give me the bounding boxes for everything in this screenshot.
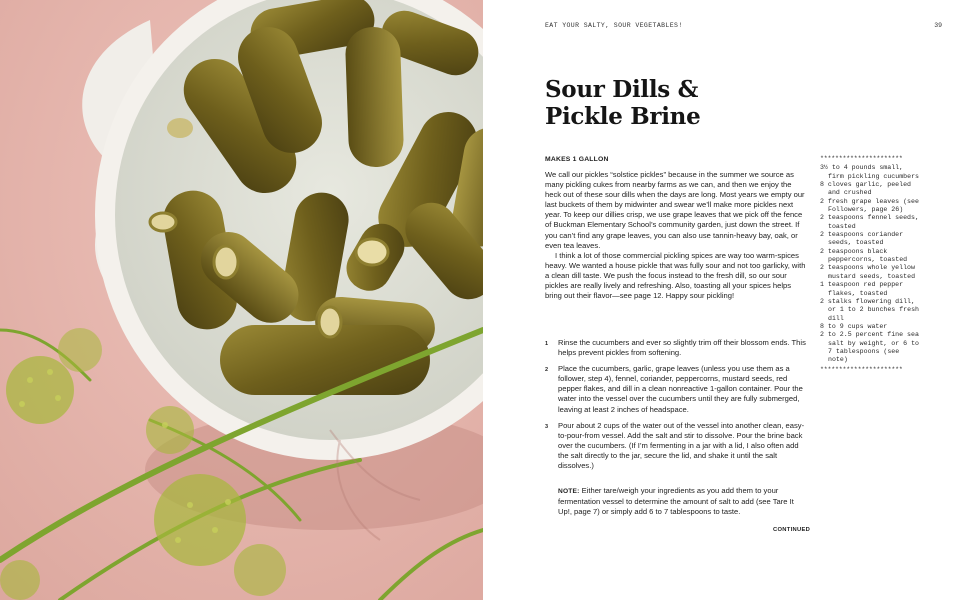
ingredients-bottom-rule: ********************** (820, 365, 903, 373)
ingredient-item: 2 to 2.5 percent fine sea salt by weight, or 6 to 7 tablespoons (see note) (820, 331, 920, 364)
note-label: NOTE: (558, 488, 580, 495)
ingredient-item: 2 teaspoons whole yellow mustard seeds, toasted (820, 264, 916, 280)
step-text: Place the cucumbers, garlic, grape leaves (unless you use them as a follower, step 4), fennel, coriander, peppercorns, mustard seeds, red pepper flakes, and dill in a clean nonreactive 1-gallon container. Pour the water into the vessel over the cucumbers until they are fully submerged, leaving at least 2 inches of headspace. (558, 364, 803, 414)
recipe-yield: MAKES 1 GALLON (545, 156, 609, 163)
title-line-1: Sour Dills & (545, 76, 699, 103)
continued-marker: CONTINUED (773, 527, 811, 533)
step-text: Pour about 2 cups of the water out of the vessel into another clean, easy-to-pour-from vessel. Add the salt and stir to dissolve. Pour the brine back over the cucumbers. (If I’m fermenting in a jar with a lid, I also often add the salt directly to the jar, secure the lid, and shake it until the salt dissolves.) (558, 420, 805, 471)
step-text: Rinse the cucumbers and ever so slightly trim off their blossom ends. This helps prevent pickles from softening. (558, 338, 806, 358)
running-head: EAT YOUR SALTY, SOUR VEGETABLES! (545, 22, 683, 29)
step-number: 2 (545, 367, 549, 374)
recipe-steps (545, 338, 807, 477)
title-line-2: Pickle Brine (545, 103, 701, 130)
recipe-page (483, 0, 966, 600)
recipe-note (558, 486, 808, 517)
ingredient-item: 2 stalks flowering dill, or 1 to 2 bunches fresh dill (820, 297, 920, 322)
ingredient-item: 3½ to 4 pounds small, firm pickling cucumbers (820, 164, 920, 180)
ingredient-item: 8 cloves garlic, peeled and crushed (820, 181, 912, 197)
page-number: 39 (934, 22, 942, 29)
intro-paragraph: I think a lot of those commercial pickling spices are way too warm-spices heavy. We wanted a house pickle that was fully sour and not too garlicky, with a clean dill taste. We push the focus instead to the fresh dill, so our sour pickles are really lively and refreshing. Also, toasting all your spices helps bring out their flavor—see page 12. Happy sour pickling! (545, 250, 806, 301)
note-text: Either tare/weigh your ingredients as you add them to your fermentation vessel to determine the amount of salt to add (see Tare It Up!, page 7) or simply add 6 to 7 tablespoons to taste. (558, 486, 794, 517)
ingredient-item: 2 teaspoons black peppercorns, toasted (820, 247, 908, 264)
ingredient-item: 8 to 9 cups water (820, 322, 888, 330)
step-item (545, 338, 807, 358)
ingredient-item: 2 fresh grape leaves (see Followers, page 26) (820, 197, 919, 214)
recipe-title (545, 76, 700, 130)
ingredients-sidebar (820, 155, 920, 374)
ingredient-item: 2 teaspoons fennel seeds, toasted (820, 214, 919, 230)
intro-paragraph: We call our pickles “solstice pickles” because in the summer we source as many pickling cukes from nearby farms as we can, and then we enjoy the heck out of these sour dills when the days are long. Most years we empty our last buckets of them by midwinter and swear we’ll make more pickles next year. To keep our dillies crisp, we use grape leaves that we pick off the fence of Buckman Elementary School’s community garden, just down the street. If you can’t find any grape leaves, you can also use tannin-heavy bay, oak, or even tea leaves. (545, 170, 805, 250)
step-number: 1 (545, 341, 549, 347)
step-item (545, 364, 807, 414)
ingredient-item: 1 teaspoon red pepper flakes, toasted (820, 281, 904, 297)
ingredient-item: 2 teaspoons coriander seeds, toasted (820, 231, 904, 247)
ingredients-top-rule: ********************** (820, 155, 903, 162)
ingredients-list (820, 164, 920, 364)
recipe-intro (545, 170, 807, 301)
step-item (545, 421, 807, 471)
step-number: 3 (545, 423, 549, 430)
